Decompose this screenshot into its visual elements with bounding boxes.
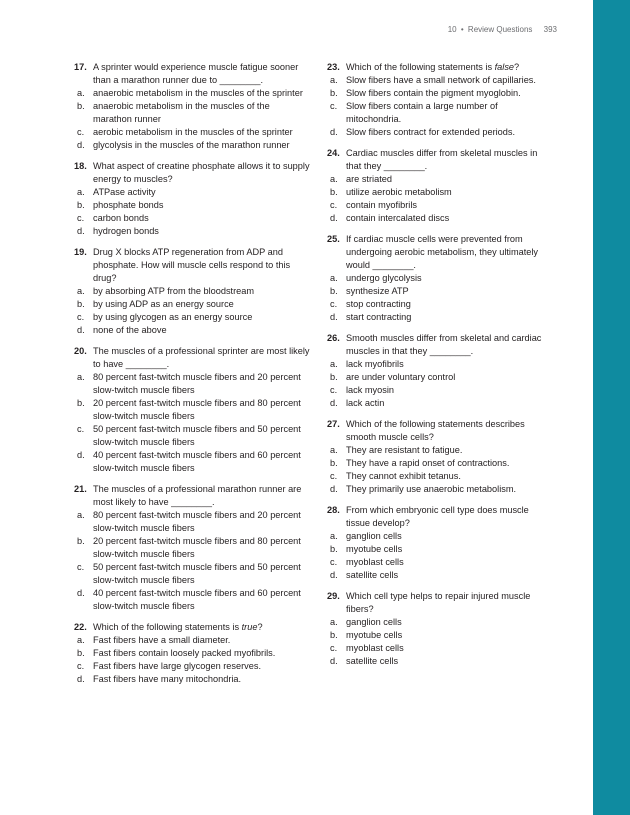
answer-option [74, 225, 310, 238]
answer-option [74, 647, 310, 660]
question-number: 21. [74, 484, 87, 494]
answer-option [74, 126, 310, 139]
chapter-number: 10 [447, 25, 457, 34]
option-letter: b. [330, 88, 338, 98]
answer-option [74, 311, 310, 324]
option-letter: b. [77, 648, 85, 658]
question-stem: What aspect of creatine phosphate allows it to supply energy to muscles? [93, 161, 310, 184]
option-text: They are resistant to fatigue. [346, 445, 463, 455]
answer-option [327, 100, 555, 126]
option-text: are under voluntary control [346, 372, 456, 382]
option-letter: c. [330, 101, 338, 111]
stem-text: Which of the following statements is [346, 62, 495, 72]
answer-option [327, 126, 555, 139]
running-head [448, 25, 557, 34]
answer-option [327, 543, 555, 556]
option-letter: d. [330, 656, 338, 666]
option-letter: c. [330, 385, 338, 395]
option-text: lack actin [346, 398, 385, 408]
answer-option [327, 616, 555, 629]
option-text: 20 percent fast-twitch muscle fibers and 80 percent slow-twitch muscle fibers [93, 398, 301, 421]
question-head [74, 160, 310, 186]
answer-option [74, 673, 310, 686]
option-text: by absorbing ATP from the bloodstream [93, 286, 255, 296]
stem-text: Which of the following statements is [93, 622, 242, 632]
option-letter: b. [77, 299, 85, 309]
answer-option [74, 324, 310, 337]
question-item [327, 332, 555, 410]
option-letter: a. [77, 88, 85, 98]
answer-option [74, 561, 310, 587]
option-letter: d. [330, 127, 338, 137]
option-text: undergo glycolysis [346, 273, 422, 283]
option-text: aerobic metabolism in the muscles of the sprinter [93, 127, 293, 137]
option-letter: c. [330, 299, 338, 309]
answer-option [74, 509, 310, 535]
option-text: Fast fibers contain loosely packed myofibrils. [93, 648, 276, 658]
answer-option [327, 285, 555, 298]
answer-option [327, 384, 555, 397]
page-number: 393 [543, 25, 557, 34]
answer-option [74, 285, 310, 298]
option-letter: b. [330, 630, 338, 640]
option-text: They primarily use anaerobic metabolism. [346, 484, 517, 494]
option-letter: a. [330, 445, 338, 455]
answer-option [327, 397, 555, 410]
question-number: 19. [74, 247, 87, 257]
question-head [74, 621, 310, 634]
option-letter: b. [77, 398, 85, 408]
option-letter: a. [330, 617, 338, 627]
option-letter: a. [77, 372, 85, 382]
option-letter: d. [77, 325, 85, 335]
answer-option [327, 173, 555, 186]
option-letter: c. [77, 312, 85, 322]
option-letter: b. [330, 372, 338, 382]
answer-option [327, 569, 555, 582]
option-text: contain intercalated discs [346, 213, 450, 223]
option-text: are striated [346, 174, 392, 184]
question-number: 25. [327, 234, 340, 244]
answer-option [74, 587, 310, 613]
question-item [74, 246, 310, 337]
question-item [327, 233, 555, 324]
answer-option [327, 87, 555, 100]
option-text: 40 percent fast-twitch muscle fibers and 60 percent slow-twitch muscle fibers [93, 588, 301, 611]
option-letter: d. [77, 140, 85, 150]
option-text: lack myofibrils [346, 359, 404, 369]
question-head [74, 246, 310, 285]
question-stem: From which embryonic cell type does muscle tissue develop? [346, 505, 529, 528]
question-item [74, 61, 310, 152]
option-letter: b. [330, 458, 338, 468]
option-letter: c. [77, 661, 85, 671]
option-text: phosphate bonds [93, 200, 164, 210]
left-column [74, 61, 310, 694]
question-head [327, 590, 555, 616]
question-head [327, 233, 555, 272]
answer-option [327, 74, 555, 87]
option-letter: d. [330, 213, 338, 223]
question-number: 29. [327, 591, 340, 601]
answer-option [327, 358, 555, 371]
question-stem: If cardiac muscle cells were prevented from undergoing aerobic metabolism, they ultimately would ________. [346, 234, 539, 270]
question-item [327, 418, 555, 496]
option-text: They have a rapid onset of contractions. [346, 458, 510, 468]
option-text: 50 percent fast-twitch muscle fibers and 50 percent slow-twitch muscle fibers [93, 424, 301, 447]
option-text: 20 percent fast-twitch muscle fibers and 80 percent slow-twitch muscle fibers [93, 536, 301, 559]
option-text: Slow fibers have a small network of capillaries. [346, 75, 536, 85]
option-text: ganglion cells [346, 531, 402, 541]
answer-option [327, 470, 555, 483]
answer-option [327, 457, 555, 470]
option-text: Fast fibers have a small diameter. [93, 635, 231, 645]
question-number: 24. [327, 148, 340, 158]
question-stem: Cardiac muscles differ from skeletal muscles in that they ________. [346, 148, 538, 171]
question-stem: The muscles of a professional marathon runner are most likely to have ________. [93, 484, 302, 507]
question-head [327, 332, 555, 358]
option-letter: c. [330, 643, 338, 653]
option-text: 80 percent fast-twitch muscle fibers and 20 percent slow-twitch muscle fibers [93, 510, 301, 533]
option-text: 40 percent fast-twitch muscle fibers and 60 percent slow-twitch muscle fibers [93, 450, 301, 473]
answer-option [74, 423, 310, 449]
option-letter: d. [77, 226, 85, 236]
answer-option [327, 556, 555, 569]
question-stem: A sprinter would experience muscle fatigue sooner than a marathon runner due to ________. [93, 62, 299, 85]
option-letter: d. [77, 674, 85, 684]
stem-text-end: ? [514, 62, 520, 72]
answer-option [327, 483, 555, 496]
question-stem: Smooth muscles differ from skeletal and cardiac muscles in that they ________. [346, 333, 542, 356]
option-text: Slow fibers contain the pigment myoglobin. [346, 88, 521, 98]
option-letter: c. [330, 557, 338, 567]
option-letter: b. [330, 187, 338, 197]
answer-option [327, 311, 555, 324]
question-item [327, 147, 555, 225]
question-stem [93, 621, 310, 634]
answer-option [74, 298, 310, 311]
option-letter: c. [330, 200, 338, 210]
question-number: 17. [74, 62, 87, 72]
answer-option [327, 212, 555, 225]
question-head [74, 61, 310, 87]
section-title: Review Questions [467, 25, 533, 34]
question-number: 20. [74, 346, 87, 356]
option-letter: b. [330, 286, 338, 296]
answer-option [327, 642, 555, 655]
option-text: ATPase activity [93, 187, 156, 197]
question-item [327, 590, 555, 668]
option-letter: c. [77, 562, 85, 572]
answer-option [74, 186, 310, 199]
question-stem: Which cell type helps to repair injured muscle fibers? [346, 591, 531, 614]
right-column [327, 61, 555, 676]
question-head [74, 483, 310, 509]
option-text: by using glycogen as an energy source [93, 312, 253, 322]
answer-option [74, 100, 310, 126]
option-letter: c. [77, 424, 85, 434]
answer-option [74, 199, 310, 212]
answer-option [327, 199, 555, 212]
answer-option [327, 444, 555, 457]
option-letter: d. [330, 570, 338, 580]
option-letter: a. [77, 635, 85, 645]
option-text: Slow fibers contract for extended periods. [346, 127, 516, 137]
option-letter: c. [330, 471, 338, 481]
option-text: Fast fibers have large glycogen reserves. [93, 661, 262, 671]
answer-option [74, 634, 310, 647]
question-item [74, 621, 310, 686]
answer-option [74, 212, 310, 225]
option-text: start contracting [346, 312, 412, 322]
option-text: myotube cells [346, 544, 403, 554]
answer-option [327, 298, 555, 311]
answer-option [327, 629, 555, 642]
option-letter: a. [330, 273, 338, 283]
question-item [327, 61, 555, 139]
option-text: by using ADP as an energy source [93, 299, 234, 309]
option-letter: d. [77, 588, 85, 598]
answer-option [74, 87, 310, 100]
option-text: anaerobic metabolism in the muscles of the marathon runner [93, 101, 270, 124]
answer-option [327, 371, 555, 384]
answer-option [74, 371, 310, 397]
stem-emphasis: true [241, 622, 258, 632]
answer-option [74, 535, 310, 561]
option-text: Fast fibers have many mitochondria. [93, 674, 242, 684]
question-number: 28. [327, 505, 340, 515]
option-text: They cannot exhibit tetanus. [346, 471, 461, 481]
question-item [74, 345, 310, 475]
question-item [74, 483, 310, 613]
option-text: carbon bonds [93, 213, 149, 223]
option-text: myotube cells [346, 630, 403, 640]
option-letter: a. [77, 510, 85, 520]
option-text: Slow fibers contain a large number of mitochondria. [346, 101, 498, 124]
option-letter: d. [330, 484, 338, 494]
question-number: 27. [327, 419, 340, 429]
option-text: 50 percent fast-twitch muscle fibers and 50 percent slow-twitch muscle fibers [93, 562, 301, 585]
option-letter: b. [330, 544, 338, 554]
answer-option [327, 530, 555, 543]
option-text: ganglion cells [346, 617, 402, 627]
answer-option [74, 139, 310, 152]
question-stem: Drug X blocks ATP regeneration from ADP and phosphate. How will muscle cells respond to this drug? [93, 247, 291, 283]
option-letter: a. [77, 187, 85, 197]
option-text: none of the above [93, 325, 167, 335]
answer-option [74, 397, 310, 423]
answer-option [327, 272, 555, 285]
option-letter: a. [330, 531, 338, 541]
question-stem: The muscles of a professional sprinter are most likely to have ________. [93, 346, 310, 369]
question-head [327, 147, 555, 173]
option-letter: b. [77, 101, 85, 111]
option-letter: d. [330, 312, 338, 322]
question-number: 22. [74, 622, 87, 632]
option-letter: d. [330, 398, 338, 408]
stem-emphasis: false [494, 62, 515, 72]
option-text: anaerobic metabolism in the muscles of the sprinter [93, 88, 303, 98]
option-text: glycolysis in the muscles of the marathon runner [93, 140, 290, 150]
stem-text-end: ? [257, 622, 263, 632]
question-stem [346, 61, 555, 74]
option-text: satellite cells [346, 570, 399, 580]
option-letter: a. [77, 286, 85, 296]
option-text: contain myofibrils [346, 200, 417, 210]
option-letter: d. [77, 450, 85, 460]
option-letter: b. [77, 536, 85, 546]
option-text: myoblast cells [346, 643, 404, 653]
question-head [327, 504, 555, 530]
option-text: utilize aerobic metabolism [346, 187, 452, 197]
question-number: 26. [327, 333, 340, 343]
option-text: synthesize ATP [346, 286, 409, 296]
option-letter: a. [330, 75, 338, 85]
option-letter: a. [330, 174, 338, 184]
question-item [74, 160, 310, 238]
question-head [327, 418, 555, 444]
option-text: lack myosin [346, 385, 394, 395]
question-number: 18. [74, 161, 87, 171]
option-letter: a. [330, 359, 338, 369]
option-letter: b. [77, 200, 85, 210]
option-text: myoblast cells [346, 557, 404, 567]
option-text: satellite cells [346, 656, 399, 666]
option-text: stop contracting [346, 299, 411, 309]
side-color-bar [593, 0, 630, 815]
question-stem: Which of the following statements describes smooth muscle cells? [346, 419, 525, 442]
option-text: 80 percent fast-twitch muscle fibers and 20 percent slow-twitch muscle fibers [93, 372, 301, 395]
option-text: hydrogen bonds [93, 226, 159, 236]
question-number: 23. [327, 62, 340, 72]
question-head [327, 61, 555, 74]
answer-option [74, 660, 310, 673]
option-letter: c. [77, 127, 85, 137]
header-bullet: • [460, 25, 464, 34]
question-head [74, 345, 310, 371]
question-item [327, 504, 555, 582]
answer-option [327, 655, 555, 668]
answer-option [74, 449, 310, 475]
answer-option [327, 186, 555, 199]
option-letter: c. [77, 213, 85, 223]
